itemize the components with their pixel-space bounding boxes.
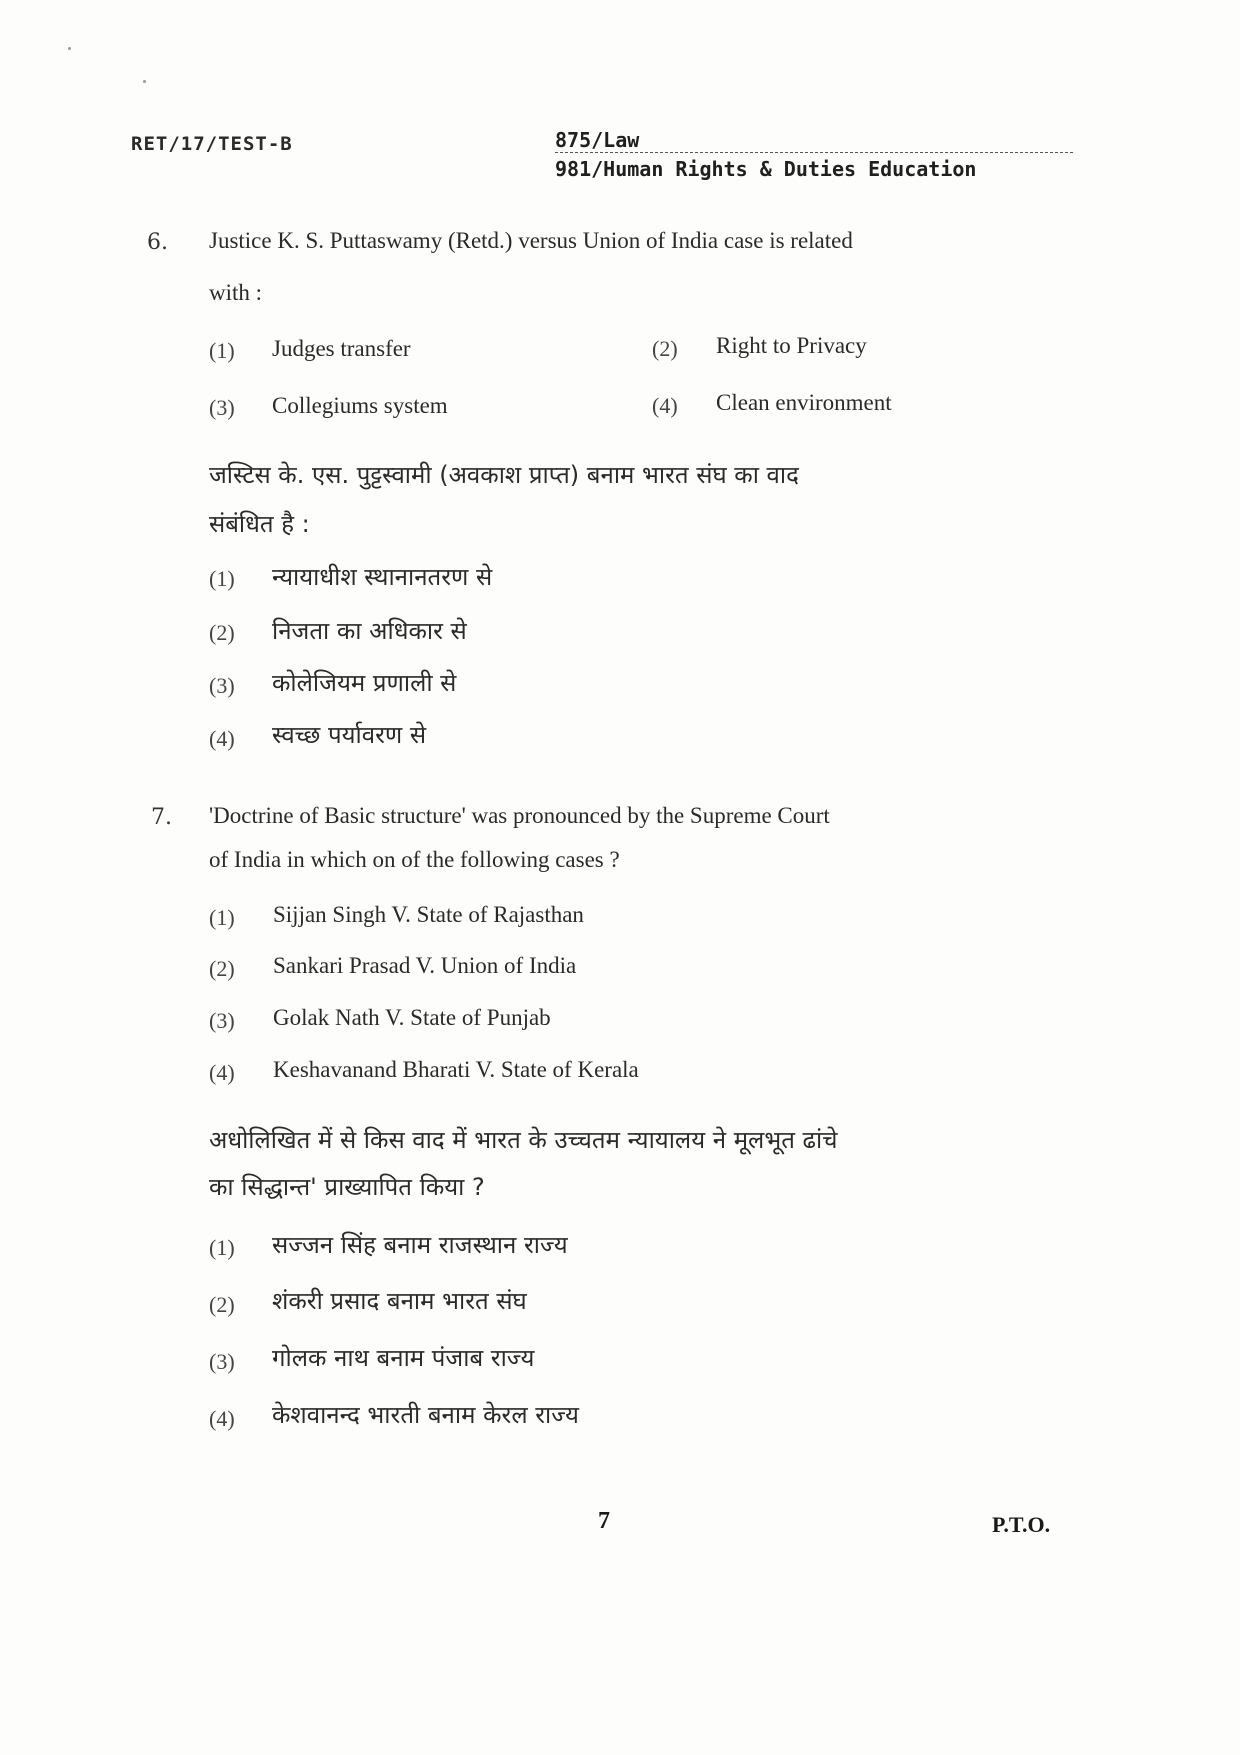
option-text: Sankari Prasad V. Union of India xyxy=(273,953,577,978)
question-stem-hi: जस्टिस के. एस. पुट्टस्वामी (अवकाश प्राप्त) बनाम भारत संघ का वाद xyxy=(209,461,799,489)
option-text-hi: निजता का अधिकार से xyxy=(272,617,467,645)
question-stem-en: of India in which on of the following cases ? xyxy=(209,847,620,872)
option-text: Golak Nath V. State of Punjab xyxy=(273,1005,551,1030)
scan-speck xyxy=(143,80,146,83)
option-text-hi: स्वच्छ पर्यावरण से xyxy=(272,721,427,749)
question-number: 6. xyxy=(147,230,168,255)
option-number: (3) xyxy=(209,1008,235,1033)
option-number: (1) xyxy=(209,566,235,591)
option-number: (1) xyxy=(209,338,235,363)
option-text: Collegiums system xyxy=(272,393,448,418)
scan-speck xyxy=(68,47,71,50)
option-number: (3) xyxy=(209,673,235,698)
option-number: (3) xyxy=(209,395,235,420)
header-divider xyxy=(555,152,1073,153)
option-number: (1) xyxy=(209,905,235,930)
option-number: (4) xyxy=(209,726,235,751)
question-stem-en: with : xyxy=(209,280,263,305)
option-text-hi: केशवानन्द भारती बनाम केरल राज्य xyxy=(272,1401,579,1429)
option-text-hi: शंकरी प्रसाद बनाम भारत संघ xyxy=(272,1287,527,1315)
option-number: (4) xyxy=(209,1060,235,1085)
question-stem-en: 'Doctrine of Basic structure' was pronounced by the Supreme Court xyxy=(209,803,830,828)
test-code: RET/17/TEST-B xyxy=(131,133,293,155)
option-number: (2) xyxy=(652,336,678,361)
option-text: Right to Privacy xyxy=(716,333,867,358)
option-text-hi: कोलेजियम प्रणाली से xyxy=(272,669,457,697)
please-turn-over: P.T.O. xyxy=(992,1512,1051,1537)
subject-code-law: 875/Law xyxy=(555,128,640,152)
question-stem-hi: अधोलिखित में से किस वाद में भारत के उच्चतम न्यायालय ने मूलभूत ढांचे xyxy=(209,1126,838,1154)
option-number: (3) xyxy=(209,1349,235,1374)
option-number: (4) xyxy=(652,393,678,418)
option-text-hi: न्यायाधीश स्थानानतरण से xyxy=(272,563,493,591)
option-number: (1) xyxy=(209,1235,235,1260)
question-number: 7. xyxy=(151,805,172,830)
question-stem-en: Justice K. S. Puttaswamy (Retd.) versus Union of India case is related xyxy=(209,228,853,253)
option-number: (2) xyxy=(209,1292,235,1317)
question-stem-hi: संबंधित है : xyxy=(209,510,310,538)
option-number: (2) xyxy=(209,956,235,981)
option-number: (4) xyxy=(209,1406,235,1431)
option-number: (2) xyxy=(209,620,235,645)
option-text: Judges transfer xyxy=(272,336,411,361)
option-text-hi: गोलक नाथ बनाम पंजाब राज्य xyxy=(272,1344,535,1372)
option-text-hi: सज्जन सिंह बनाम राजस्थान राज्य xyxy=(272,1231,568,1259)
page-number: 7 xyxy=(598,1508,610,1534)
option-text: Keshavanand Bharati V. State of Kerala xyxy=(273,1057,639,1082)
option-text: Clean environment xyxy=(716,390,892,415)
option-text: Sijjan Singh V. State of Rajasthan xyxy=(273,902,584,927)
question-stem-hi: का सिद्धान्त' प्राख्यापित किया ? xyxy=(209,1173,485,1201)
subject-code-human-rights: 981/Human Rights & Duties Education xyxy=(555,157,977,181)
